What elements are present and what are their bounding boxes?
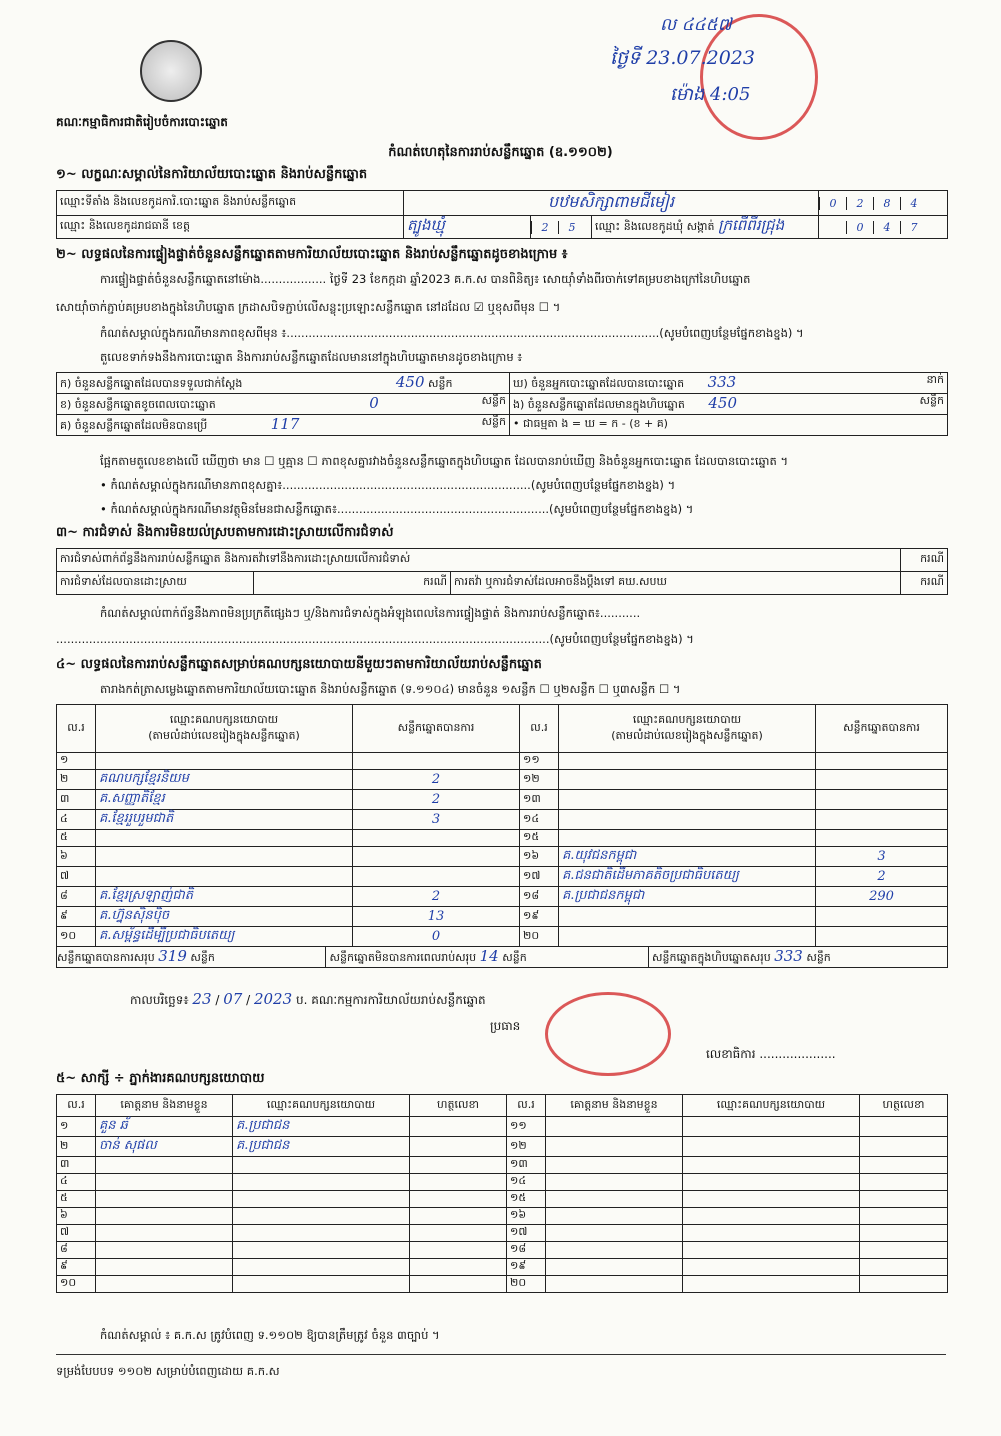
- witness-cell: [860, 1117, 948, 1137]
- witness-row: [57, 1137, 948, 1157]
- result-row: [57, 927, 948, 947]
- witness-cell: [233, 1174, 410, 1191]
- result-no: ១៥: [520, 830, 559, 847]
- witness-cell: [96, 1208, 233, 1225]
- result-row: [57, 847, 948, 867]
- witness-cell: [233, 1276, 410, 1293]
- irregularity-note: កំណត់សម្គាល់ពាក់ព័ន្ធនឹងភាពមិនប្រក្រតីផ្សេងៗ ឬ/និងការជំទាស់ក្នុងអំឡុងពេលនៃការផ្ទៀងផ្ទាត់ និងការរាប់សន្លឹកឆ្នោត៖...........: [100, 606, 641, 620]
- divider: [56, 1354, 946, 1355]
- witness-cell: [546, 1137, 683, 1157]
- witness-cell: [233, 1225, 410, 1242]
- result-no: ៦: [57, 847, 96, 867]
- witness-row: [57, 1225, 948, 1242]
- witness-cell: [546, 1117, 683, 1137]
- witness-cell: ២: [57, 1137, 96, 1157]
- station-name: បឋមសិក្សាពាមជីមៀរ: [404, 191, 819, 216]
- form-title: កំណត់ហេតុនៃការរាប់សន្លឹកឆ្នោត (ឧ.១១០២): [388, 145, 613, 160]
- result-votes: 2: [353, 770, 520, 790]
- objection-table: ការជំទាស់ពាក់ព័ន្ធនឹងការរាប់សន្លឹកឆ្នោត និងការតវ៉ាទៅនឹងការដោះស្រាយលើការជំទាស់ ករណី ការជំទាស់ដែលបានដោះស្រាយ ករណី ការតវ៉ា ឬការជំទាស់ដែលអាចនឹងប្តឹងទៅ គឃ.សបឃ ករណី: [56, 548, 948, 595]
- result-no: ១១: [520, 753, 559, 770]
- result-votes: [816, 770, 948, 790]
- witness-cell: ១៤: [507, 1174, 546, 1191]
- witness-cell: [233, 1259, 410, 1276]
- witness-cell: ១០: [57, 1276, 96, 1293]
- station-code: 0 2 8 4: [819, 191, 948, 216]
- witness-cell: ៧: [57, 1225, 96, 1242]
- result-votes: [816, 907, 948, 927]
- result-party: [559, 907, 816, 927]
- result-no: ១៩: [520, 907, 559, 927]
- witness-cell: [860, 1259, 948, 1276]
- result-party: [96, 847, 353, 867]
- witness-cell: [233, 1157, 410, 1174]
- witness-cell: ៩: [57, 1259, 96, 1276]
- witness-cell: [860, 1137, 948, 1157]
- result-votes: [353, 753, 520, 770]
- witness-cell: [683, 1259, 860, 1276]
- result-votes: 3: [353, 810, 520, 830]
- witness-cell: [860, 1208, 948, 1225]
- witness-row: [57, 1174, 948, 1191]
- result-no: ២: [57, 770, 96, 790]
- result-votes: [353, 867, 520, 887]
- section-3-title: ៣~ ការជំទាស់ និងការមិនយល់ស្របតាមការដោះស្រាយលើការជំទាស់: [56, 525, 394, 540]
- station-id-table: [56, 190, 948, 239]
- witness-cell: [860, 1276, 948, 1293]
- result-row: [57, 887, 948, 907]
- witness-cell: [96, 1157, 233, 1174]
- witness-cell: [860, 1242, 948, 1259]
- result-row: [57, 753, 948, 770]
- foreign-object-note: • កំណត់សម្គាល់ក្នុងករណីមានវត្ថុមិនមែនជាសន្លឹកឆ្នោត៖..........................................................(សូមបំពេញបន្ថែមផ្នែកខាងខ្នង) ។: [100, 502, 694, 516]
- verify-paragraph-1: ការផ្ទៀងផ្ទាត់ចំនួនសន្លឹកឆ្នោតនៅម៉ោង.................. ថ្ងៃទី 23 ខែកក្កដា ឆ្នាំ2023 គ.ក.ស បានពិនិត្យ៖ សោយ៉ាំទាំងពីរចាក់ទៅគម្របខាងក្រៅនៃហិបឆ្នោត: [100, 272, 751, 286]
- witness-cell: [233, 1191, 410, 1208]
- witness-row: [57, 1208, 948, 1225]
- committee-stamp: [545, 992, 671, 1076]
- witness-cell: [410, 1174, 507, 1191]
- result-votes: [353, 847, 520, 867]
- result-party: [96, 830, 353, 847]
- secretary-label: លេខាធិការ ....................: [706, 1047, 836, 1061]
- witness-cell: [96, 1242, 233, 1259]
- witness-cell: [683, 1174, 860, 1191]
- witness-cell: ៦: [57, 1208, 96, 1225]
- witness-cell: [410, 1137, 507, 1157]
- witness-cell: ៣: [57, 1157, 96, 1174]
- witness-cell: [546, 1225, 683, 1242]
- witness-row: [57, 1276, 948, 1293]
- result-no: ៣: [57, 790, 96, 810]
- ballot-figures-table: ក) ចំនួនសន្លឹកឆ្នោតដែលបានទទួលជាក់ស្តែង 450 សន្លឹក ឃ) ចំនួនអ្នកបោះឆ្នោតដែលបានបោះឆ្នោត 333 នាក់ ខ) ចំនួនសន្លឹកឆ្នោតខូចពេលបោះឆ្នោត 0 សន្លឹក ង) ចំនួនសន្លឹកឆ្នោតដែលមានក្នុងហិបឆ្នោត 450 សន្លឹក គ) ចំនួនសន្លឹកឆ្នោតដែលមិនបានប្រើ 117 សន្លឹក • ជាធម្មតា ង = ឃ = ក - (ខ + គ): [56, 372, 948, 436]
- witness-cell: [683, 1117, 860, 1137]
- witness-cell: [546, 1259, 683, 1276]
- witness-cell: [860, 1191, 948, 1208]
- result-no: ១៧: [520, 867, 559, 887]
- province-name: ត្បូងឃ្មុំ: [404, 216, 531, 239]
- witness-cell: [683, 1191, 860, 1208]
- result-no: ៧: [57, 867, 96, 887]
- result-party: [559, 790, 816, 810]
- witness-cell: [410, 1157, 507, 1174]
- witness-cell: [683, 1137, 860, 1157]
- nec-logo: [140, 40, 202, 102]
- witness-cell: [683, 1208, 860, 1225]
- witness-cell: ១៣: [507, 1157, 546, 1174]
- witness-cell: [546, 1191, 683, 1208]
- stamp-number: ល ៤៤៥៧: [660, 15, 732, 35]
- station-label: ឈ្មោះទីតាំង និងលេខកូដការិ.បោះឆ្នោត និងរាប់សន្លឹកឆ្នោត: [57, 191, 404, 216]
- witness-cell: គ.ប្រជាជន: [233, 1137, 410, 1157]
- witness-cell: ១៧: [507, 1225, 546, 1242]
- results-table: ល.រ ឈ្មោះគណបក្សនយោបាយ (តាមលំដាប់លេខរៀងក្នុងសន្លឹកឆ្នោត) សន្លឹកឆ្នោតបានការ ល.រ ឈ្មោះគណបក្សនយោបាយ (តាមលំដាប់លេខរៀងក្នុងសន្លឹកឆ្នោត) សន្លឹកឆ្នោតបានការ ១ ១១ ២ គណបក្សខ្មែរនិយម 2 ១២ ៣ គ.សញ្ញាតិខ្មែរ 2 ១៣ ៤ គ.ខ្មែររួបរួមជាតិ 3 ១៤ ៥ ១៥ ៦ ១៦ គ.យុវជនកម្ពុជា 3 ៧ ១៧ គ.ជនជាតិដើមភាគតិចប្រជាធិបតេយ្យ 2 ៨ គ.ខ្មែរស្រឡាញ់ជាតិ 2 ១៨ គ.ប្រជាជនកម្ពុជា 290 ៩ គ.ហ្វ៊ុនស៊ិនប៉ិច 13 ១៩ ១០ គ.សម្ព័ន្ធដើម្បីប្រជាធិបតេយ្យ 0 ២០ សន្លឹកឆ្នោតបានការសរុប 319 សន្លឹក សន្លឹកឆ្នោតមិនបានការពេលរាប់សរុប 14 សន្លឹក សន្លឹកឆ្នោតក្នុងហិបឆ្នោតសរុប 333 សន្លឹក: [56, 704, 948, 968]
- result-party: [559, 927, 816, 947]
- verify-paragraph-2: សោយ៉ាំចាក់ភ្ជាប់គម្របខាងក្នុងនៃហិបឆ្នោត ក្រដាសបិទភ្ជាប់លើសន្លុះប្រឡោះសន្លឹកឆ្នោត នៅដដែល ☑ ឬខុសពីមុន ☐ ។: [56, 300, 561, 314]
- witness-cell: ២០: [507, 1276, 546, 1293]
- witness-row: [57, 1259, 948, 1276]
- witness-cell: [233, 1208, 410, 1225]
- discrepancy-note: • កំណត់សម្គាល់ក្នុងករណីមានភាពខុសគ្នា៖....................................................................(សូមបំពេញបន្ថែមផ្នែកខាងខ្នង) ។: [100, 478, 676, 492]
- witness-cell: ៤: [57, 1174, 96, 1191]
- province-label: ឈ្មោះ និងលេខកូដរាជធានី ខេត្ត: [57, 216, 404, 239]
- result-votes: 3: [816, 847, 948, 867]
- witness-cell: ១៨: [507, 1242, 546, 1259]
- footer-note: កំណត់សម្គាល់ ៖ គ.ក.ស ត្រូវបំពេញ ទ.១១០២ ឱ្យបានត្រឹមត្រូវ ចំនួន ៣ច្បាប់ ។: [100, 1328, 440, 1342]
- witness-cell: [233, 1242, 410, 1259]
- commune-label-name: ឈ្មោះ និងលេខកូដឃុំ សង្កាត់ ក្រពើពីរជ្រុង: [592, 216, 819, 239]
- result-party: [559, 753, 816, 770]
- witness-cell: [410, 1259, 507, 1276]
- witness-cell: [683, 1157, 860, 1174]
- witness-cell: ១២: [507, 1137, 546, 1157]
- witness-cell: [860, 1174, 948, 1191]
- result-row: [57, 907, 948, 927]
- result-votes: [816, 810, 948, 830]
- result-votes: [816, 753, 948, 770]
- result-row: [57, 790, 948, 810]
- result-votes: 2: [816, 867, 948, 887]
- result-party: គ.ខ្មែរស្រឡាញ់ជាតិ: [96, 887, 353, 907]
- result-party: គ.ប្រជាជនកម្ពុជា: [559, 887, 816, 907]
- section-5-title: ៥~ សាក្សី ÷ ភ្នាក់ងារគណបក្សនយោបាយ: [56, 1071, 265, 1086]
- result-votes: 2: [353, 887, 520, 907]
- witness-cell: [546, 1242, 683, 1259]
- result-no: ១២: [520, 770, 559, 790]
- tally-sheets-intro: តារាងកត់ត្រាសម្លេងឆ្នោតតាមការិយាល័យបោះឆ្នោត និងរាប់សន្លឹកឆ្នោត (ទ.១១០៤) មានចំនួន ១សន្លឹក ☐ ឬ២សន្លឹក ☐ ឬ៣សន្លឹក ☐ ។: [100, 682, 681, 696]
- result-no: ៤: [57, 810, 96, 830]
- result-party: គ.សម្ព័ន្ធដើម្បីប្រជាធិបតេយ្យ: [96, 927, 353, 947]
- result-votes: 13: [353, 907, 520, 927]
- witness-cell: ចាន់ សុផល: [96, 1137, 233, 1157]
- witness-cell: [96, 1174, 233, 1191]
- formula: • ជាធម្មតា ង = ឃ = ក - (ខ + គ): [510, 415, 948, 436]
- result-no: ១៨: [520, 887, 559, 907]
- discrepancy-check: ផ្អែកតាមតួលេខខាងលើ ឃើញថា មាន ☐ ឬគ្មាន ☐ ភាពខុសគ្នារវាងចំនួនសន្លឹកឆ្នោតក្នុងហិបឆ្នោត ដែលបានរាប់ឃើញ និងចំនួនអ្នកបោះឆ្នោត ដែលបានបោះឆ្នោត ។: [100, 454, 789, 468]
- witness-cell: ១១: [507, 1117, 546, 1137]
- section-2-title: ២~ លទ្ធផលនៃការផ្ទៀងផ្ទាត់ចំនួនសន្លឹកឆ្នោតតាមការិយាល័យបោះឆ្នោត និងរាប់សន្លឹកឆ្នោតដូចខាងក្រោម ៖: [56, 247, 568, 262]
- result-row: [57, 810, 948, 830]
- result-no: ៨: [57, 887, 96, 907]
- stamp-date: ថ្ងៃទី 23.07.2023: [610, 47, 755, 69]
- result-no: ៩: [57, 907, 96, 927]
- result-row: [57, 830, 948, 847]
- witness-cell: [410, 1191, 507, 1208]
- result-party: [96, 753, 353, 770]
- witness-cell: [546, 1276, 683, 1293]
- result-party: គ.សញ្ញាតិខ្មែរ: [96, 790, 353, 810]
- witness-table: ល.រ គោត្តនាម និងនាមខ្លួន ឈ្មោះគណបក្សនយោបាយ ហត្ថលេខា ល.រ គោត្តនាម និងនាមខ្លួន ឈ្មោះគណបក្សនយោបាយ ហត្ថលេខា ១ គួន ឆ័ គ.ប្រជាជន ១១ ២ ចាន់ សុផល គ.ប្រជាជន ១២ ៣ ១៣ ៤ ១៤ ៥ ១៥ ៦ ១៦ ៧ ១៧ ៨ ១៨ ៩ ១៩ ១០ ២០: [56, 1094, 948, 1293]
- result-party: គណបក្សខ្មែរនិយម: [96, 770, 353, 790]
- witness-cell: [683, 1225, 860, 1242]
- difference-note: កំណត់សម្គាល់ក្នុងករណីមានភាពខុសពីមុន ៖......................................................................................................(សូមបំពេញបន្ថែមផ្នែកខាងខ្នង) ។: [100, 326, 804, 340]
- result-party: [96, 867, 353, 887]
- result-no: ១០: [57, 927, 96, 947]
- witness-cell: [546, 1174, 683, 1191]
- section-1-title: ១~ លក្ខណៈសម្គាល់នៃការិយាល័យបោះឆ្នោត និងរាប់សន្លឹកឆ្នោត: [56, 167, 368, 182]
- result-votes: 2: [353, 790, 520, 810]
- result-party: គ.ជនជាតិដើមភាគតិចប្រជាធិបតេយ្យ: [559, 867, 816, 887]
- form-footer: ទម្រង់បែបបទ ១១០២ សម្រាប់បំពេញដោយ គ.ក.ស: [56, 1364, 280, 1378]
- witness-cell: [546, 1157, 683, 1174]
- result-votes: [816, 927, 948, 947]
- figures-intro: តួលេខទាក់ទងនឹងការបោះឆ្នោត និងការរាប់សន្លឹកឆ្នោតដែលមាននៅក្នុងហិបឆ្នោតមានដូចខាងក្រោម ៖: [100, 350, 523, 364]
- witness-cell: ១៦: [507, 1208, 546, 1225]
- result-no: ៥: [57, 830, 96, 847]
- witness-cell: [860, 1225, 948, 1242]
- result-no: ១: [57, 753, 96, 770]
- result-votes: [816, 790, 948, 810]
- witness-cell: [860, 1157, 948, 1174]
- witness-cell: [410, 1117, 507, 1137]
- result-party: គ.យុវជនកម្ពុជា: [559, 847, 816, 867]
- result-votes: [353, 830, 520, 847]
- result-votes: [816, 830, 948, 847]
- witness-cell: [683, 1242, 860, 1259]
- witness-cell: [96, 1276, 233, 1293]
- witness-cell: [96, 1225, 233, 1242]
- result-no: ១៤: [520, 810, 559, 830]
- witness-cell: គួន ឆ័: [96, 1117, 233, 1137]
- witness-cell: [96, 1191, 233, 1208]
- witness-cell: [410, 1276, 507, 1293]
- result-no: ១៦: [520, 847, 559, 867]
- witness-cell: [683, 1276, 860, 1293]
- result-party: [559, 830, 816, 847]
- signing-date: កាលបរិច្ឆេទ៖ 23 / 07 / 2023 ប. គណៈកម្មការការិយាល័យរាប់សន្លឹកឆ្នោត: [130, 990, 486, 1008]
- witness-cell: ១៥: [507, 1191, 546, 1208]
- witness-cell: ១៩: [507, 1259, 546, 1276]
- result-row: [57, 867, 948, 887]
- result-party: [559, 770, 816, 790]
- witness-cell: [96, 1259, 233, 1276]
- witness-cell: ៨: [57, 1242, 96, 1259]
- org-name: គណៈកម្មាធិការជាតិរៀបចំការបោះឆ្នោត: [56, 115, 228, 129]
- witness-cell: ១: [57, 1117, 96, 1137]
- commune-code: 0 4 7: [819, 216, 948, 239]
- witness-row: [57, 1242, 948, 1259]
- section-4-title: ៤~ លទ្ធផលនៃការរាប់សន្លឹកឆ្នោតសម្រាប់គណបក្សនយោបាយនីមួយៗតាមការិយាល័យរាប់សន្លឹកឆ្នោត: [56, 657, 542, 672]
- result-row: [57, 770, 948, 790]
- witness-cell: គ.ប្រជាជន: [233, 1117, 410, 1137]
- stamp-time: ម៉ោង 4:05: [670, 84, 751, 105]
- witness-cell: [410, 1208, 507, 1225]
- result-no: ២០: [520, 927, 559, 947]
- witness-row: [57, 1157, 948, 1174]
- result-votes: 0: [353, 927, 520, 947]
- result-party: គ.ខ្មែររួបរួមជាតិ: [96, 810, 353, 830]
- result-votes: 290: [816, 887, 948, 907]
- result-no: ១៣: [520, 790, 559, 810]
- province-code: 2 5: [531, 216, 592, 239]
- chair-label: ប្រធាន: [490, 1019, 521, 1033]
- result-party: [559, 810, 816, 830]
- witness-cell: [546, 1208, 683, 1225]
- witness-row: [57, 1117, 948, 1137]
- result-party: គ.ហ្វ៊ុនស៊ិនប៉ិច: [96, 907, 353, 927]
- witness-cell: [410, 1225, 507, 1242]
- irregularity-note-2: .......................................................................................................................................(សូមបំពេញបន្ថែមផ្នែកខាងខ្នង) ។: [56, 632, 694, 646]
- witness-row: [57, 1191, 948, 1208]
- witness-cell: [410, 1242, 507, 1259]
- witness-cell: ៥: [57, 1191, 96, 1208]
